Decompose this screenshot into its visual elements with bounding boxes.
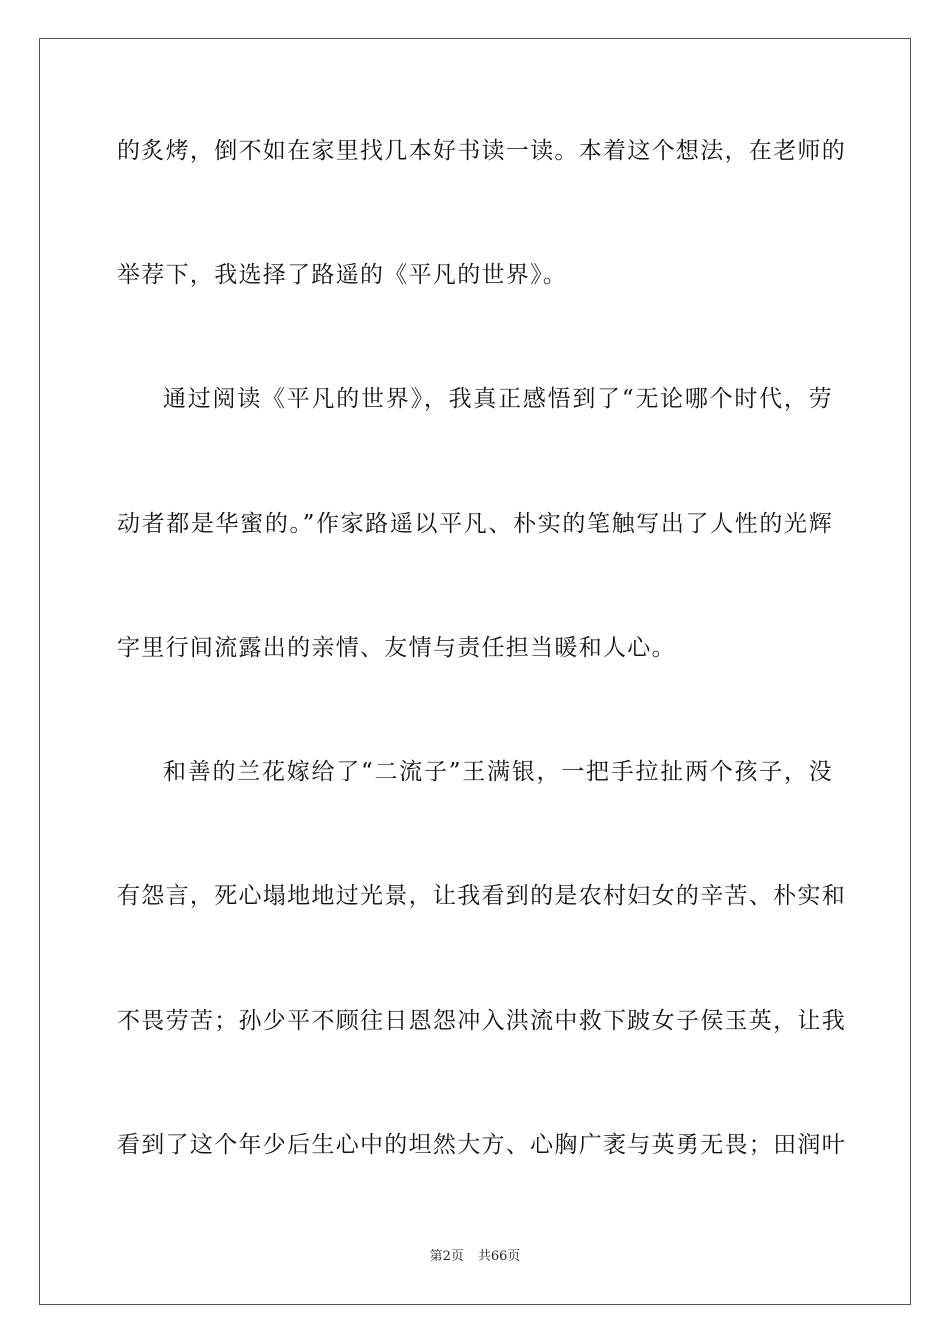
text-line: 举荐下，我选择了路遥的《平凡的世界》。 [117,262,568,288]
text-line: 有怨言，死心塌地地过光景，让我看到的是农村妇女的辛苦、朴实和 [117,883,846,909]
text-line: 不畏劳苦；孙少平不顾往日恩怨冲入洪流中救下跛女子侯玉英，让我 [117,1008,846,1034]
text-line: 看到了这个年少后生心中的坦然大方、心胸广袤与英勇无畏；田润叶 [117,1132,846,1158]
text-line: 的炙烤，倒不如在家里找几本好书读一读。本着这个想法，在老师的 [117,138,846,164]
text-line: 字里行间流露出的亲情、友情与责任担当暖和人心。 [117,635,676,661]
page-footer [0,1249,950,1265]
text-line: 动者都是华蜜的。”作家路遥以平凡、朴实的笔触写出了人性的光辉 [117,511,833,537]
page-total: 共66页 [477,1249,521,1264]
page-number: 第2页 [429,1249,464,1264]
page-border [39,38,911,1305]
paragraph-first-line: 通过阅读《平凡的世界》，我真正感悟到了“无论哪个时代，劳 [163,386,833,412]
paragraph-first-line: 和善的兰花嫁给了“二流子”王满银，一把手拉扯两个孩子，没 [163,759,833,785]
